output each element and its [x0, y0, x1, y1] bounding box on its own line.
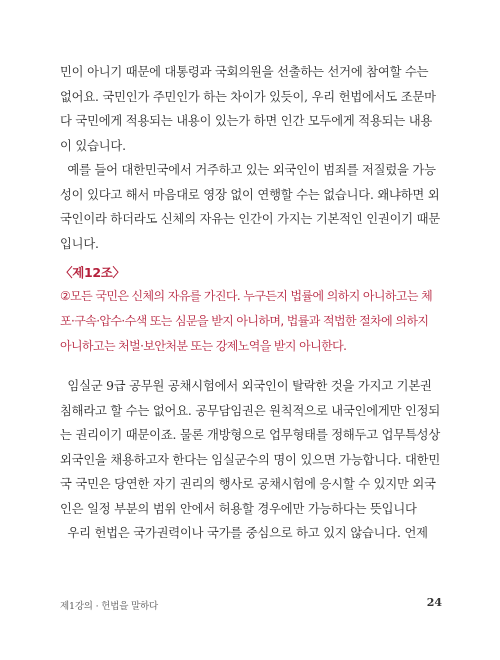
quote-line: ②모든 국민은 신체의 자유를 가진다. 누구든지 법률에 의하지 아니하고는 체	[60, 289, 433, 303]
quote-line: 포·구속·압수·수색 또는 심문을 받지 아니하며, 법률과 적법한 절차에 의하지	[60, 314, 429, 328]
quote-line: 아니하고는 처벌·보안처분 또는 강제노역을 받지 아니한다.	[60, 339, 347, 353]
article-heading: 〈제12조〉	[60, 265, 125, 280]
running-footer-chapter: 제1강의 · 헌법을 말하다	[60, 601, 158, 612]
text-line: 입니다.	[60, 236, 99, 251]
text-line: 는 권리이기 때문이죠. 물론 개방형으로 업무형태를 정해두고 업무특성상	[60, 428, 441, 442]
body-paragraph-top	[60, 60, 442, 256]
text-line: 외국인을 채용하고자 한다는 임실군수의 명이 있으면 가능합니다. 대한민	[60, 452, 441, 467]
text-line: 예를 들어 대한민국에서 거주하고 있는 외국인이 범죄를 저질렀을 가능	[60, 163, 436, 177]
text-line: 성이 있다고 해서 마음대로 영장 없이 연행할 수는 없습니다. 왜냐하면 외	[60, 187, 440, 202]
text-line: 국 국민은 당연한 자기 권리의 행사로 공채시험에 응시할 수 있지만 외국	[60, 477, 436, 491]
body-paragraph-bottom	[60, 374, 442, 546]
text-line: 임실군 9급 공무원 공채시험에서 외국인이 탈락한 것을 가지고 기본권	[60, 379, 432, 393]
constitution-article-quote	[60, 262, 440, 359]
text-line: 이 있습니다.	[60, 138, 126, 153]
text-line: 침해라고 할 수는 없어요. 공무담임권은 원칙적으로 내국인에게만 인정되	[60, 403, 441, 418]
text-line: 국인이라 하더라도 신체의 자유는 인간이 가지는 기본적인 인권이기 때문	[60, 212, 441, 226]
text-line: 민이 아니기 때문에 대통령과 국회의원을 선출하는 선거에 참여할 수는	[60, 65, 429, 79]
text-line: 인은 일정 부분의 범위 안에서 허용할 경우에만 가능하다는 뜻입니다	[60, 501, 417, 516]
text-line: 다 국민에게 적용되는 내용이 있는가 하면 인간 모두에게 적용되는 내용	[60, 114, 433, 128]
page-number: 24	[426, 596, 442, 609]
text-line: 우리 헌법은 국가권력이나 국가를 중심으로 하고 있지 않습니다. 언제	[60, 526, 428, 540]
text-line: 없어요. 국민인가 주민인가 하는 차이가 있듯이, 우리 헌법에서도 조문마	[60, 89, 436, 104]
